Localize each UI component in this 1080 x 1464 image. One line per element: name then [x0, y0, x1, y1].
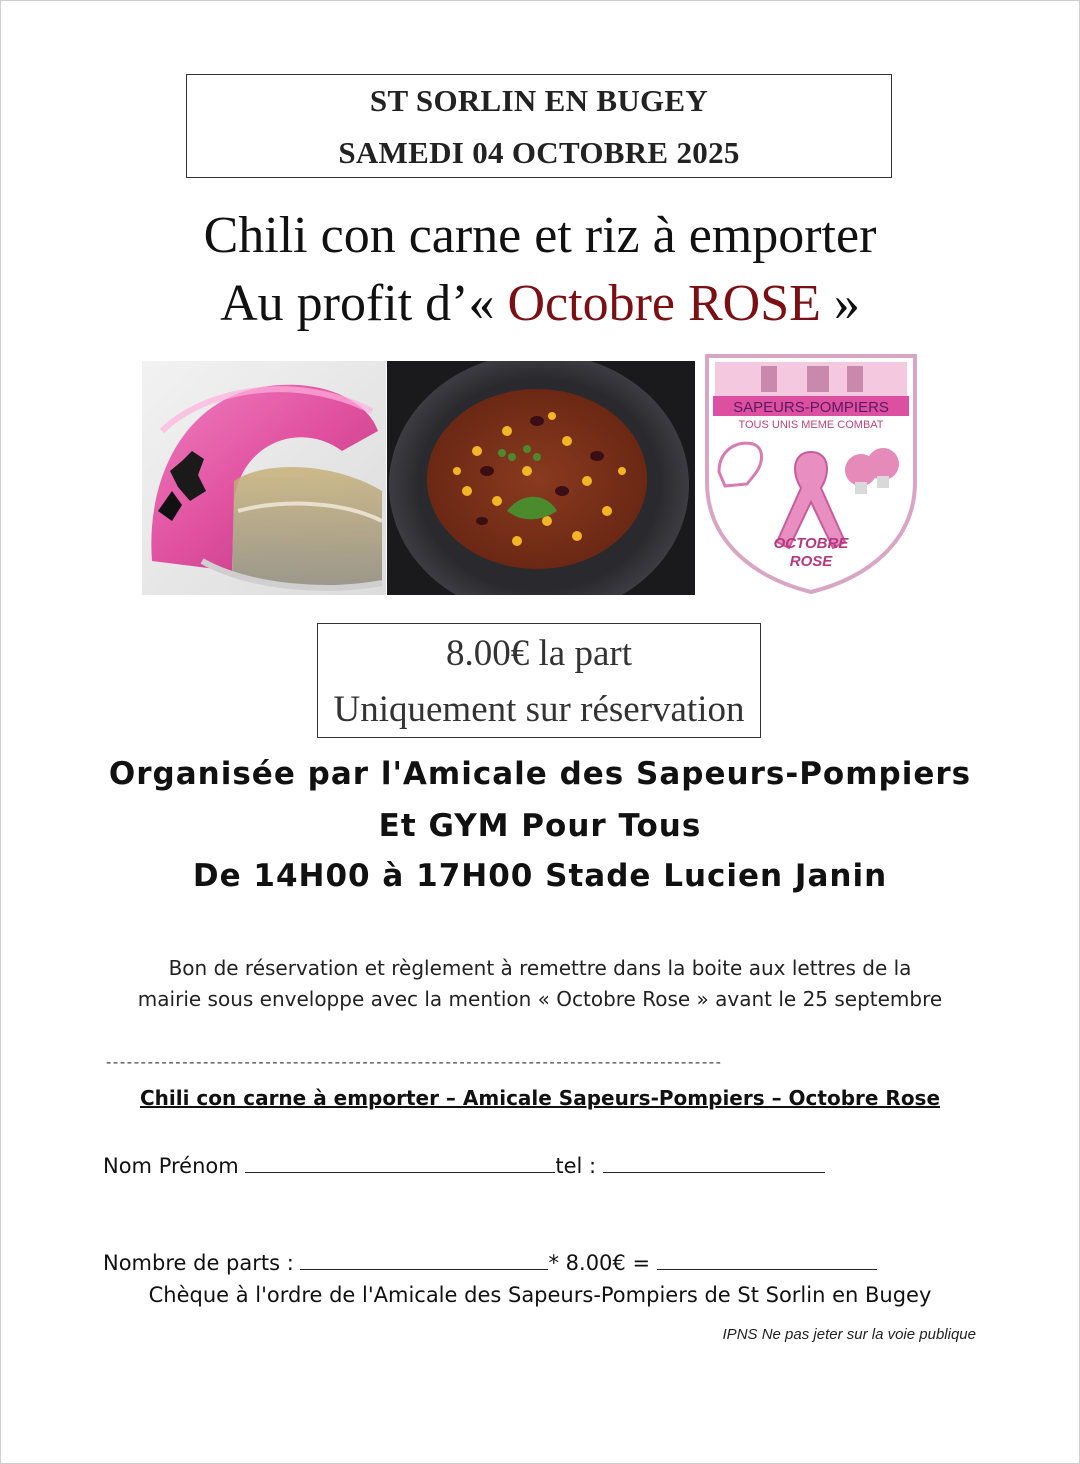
octobre-rose-badge [697, 352, 925, 595]
name-label: Nom Prénom [103, 1154, 239, 1178]
reservation-note-line2: mairie sous enveloppe avec la mention « Octobre Rose » avant le 25 septembre [137, 987, 943, 1011]
headline-prefix: Au profit d’« [220, 275, 508, 332]
reservation-only: Uniquement sur réservation [333, 689, 745, 730]
co-organizer-line: Et GYM Pour Tous [378, 808, 702, 844]
event-header-box [186, 74, 892, 178]
time-location-line: De 14H00 à 17H00 Stade Lucien Janin [192, 858, 888, 894]
event-date: SAMEDI 04 OCTOBRE 2025 [338, 135, 740, 170]
headline-suffix: » [820, 275, 860, 332]
tel-label: tel : [555, 1154, 597, 1178]
total-field[interactable] [657, 1249, 877, 1270]
badge-octobre: OCTOBRE [773, 535, 849, 552]
headline-subtitle [0, 274, 1080, 333]
pink-helmet-icon [142, 361, 386, 595]
form-title: Chili con carne à emporter – Amicale Sapeurs-Pompiers – Octobre Rose [139, 1086, 941, 1110]
parts-field[interactable] [300, 1249, 548, 1270]
multiplier-label: * 8.00€ = [548, 1251, 651, 1275]
cut-line: ----------------------------------------------------------------------------------------- [106, 1054, 723, 1071]
badge-slogan: TOUS UNIS MEME COMBAT [738, 419, 884, 431]
tel-field[interactable] [603, 1152, 825, 1173]
event-town: ST SORLIN EN BUGEY [369, 83, 709, 118]
cheque-instruction: Chèque à l'ordre de l'Amicale des Sapeurs-Pompiers de St Sorlin en Bugey [148, 1283, 932, 1307]
helmet-photo [142, 361, 386, 595]
organizer-line: Organisée par l'Amicale des Sapeurs-Pompiers [108, 756, 972, 792]
parts-label: Nombre de parts : [103, 1251, 294, 1275]
octobre-rose-highlight: Octobre ROSE [507, 275, 821, 332]
chili-plate-photo [387, 361, 695, 595]
parts-row [103, 1249, 877, 1275]
ipns-footer [723, 1326, 976, 1343]
shield-badge-icon [697, 352, 925, 595]
name-field[interactable] [245, 1152, 555, 1173]
badge-banner: SAPEURS-POMPIERS [733, 399, 889, 416]
badge-rose: ROSE [789, 553, 833, 570]
headline-title: Chili con carne et riz à emporter [203, 207, 877, 264]
footer-text: Ne pas jeter sur la voie publique [757, 1326, 976, 1343]
price-per-portion: 8.00€ la part [446, 633, 632, 674]
reservation-note-line1: Bon de réservation et règlement à remettre dans la boite aux lettres de la [168, 956, 912, 980]
name-tel-row [103, 1152, 825, 1178]
ipns-label: IPNS [722, 1326, 758, 1343]
price-box [317, 623, 761, 738]
chili-plate-icon [387, 361, 695, 595]
